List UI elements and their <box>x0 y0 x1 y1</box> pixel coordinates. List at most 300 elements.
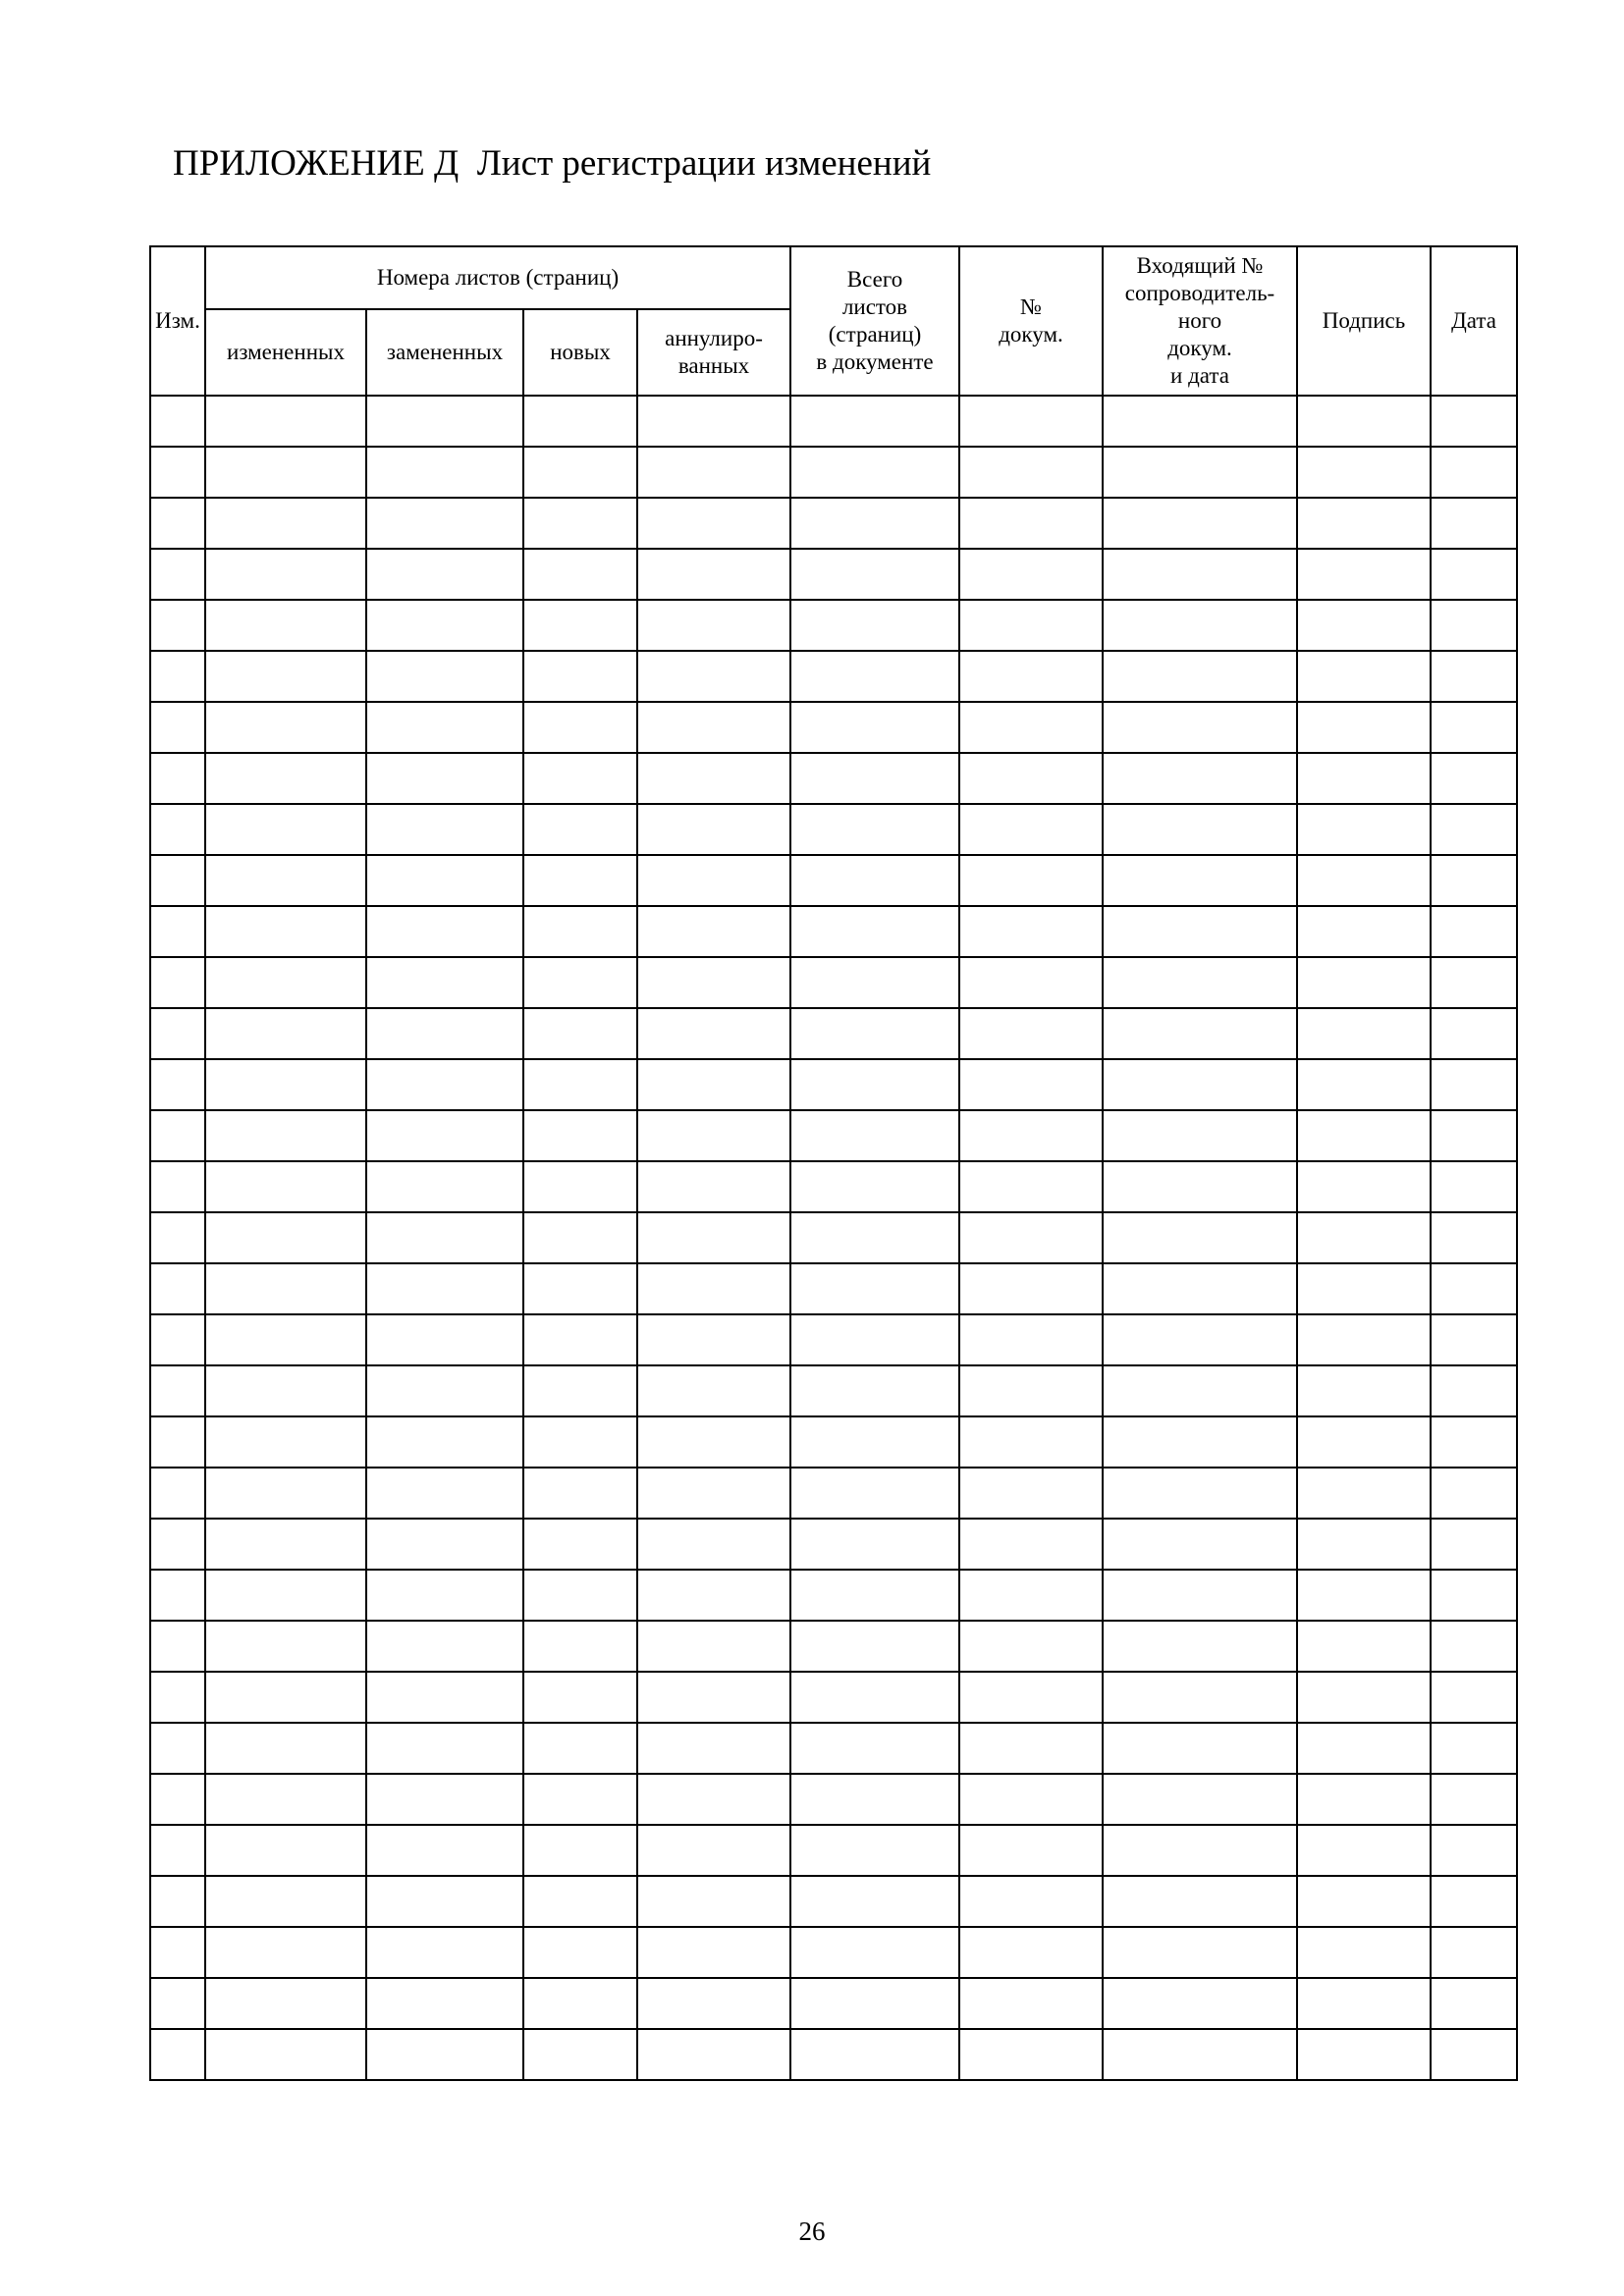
table-cell[interactable] <box>959 1008 1103 1059</box>
table-cell[interactable] <box>366 1008 523 1059</box>
table-cell[interactable] <box>366 1110 523 1161</box>
table-cell[interactable] <box>1103 1110 1297 1161</box>
table-cell[interactable] <box>1431 600 1517 651</box>
table-cell[interactable] <box>1297 957 1431 1008</box>
table-cell[interactable] <box>637 753 790 804</box>
table-cell[interactable] <box>1103 804 1297 855</box>
table-cell[interactable] <box>205 906 366 957</box>
table-cell[interactable] <box>205 1978 366 2029</box>
table-cell[interactable] <box>366 396 523 447</box>
table-cell[interactable] <box>637 1519 790 1570</box>
table-cell[interactable] <box>523 498 637 549</box>
table-cell[interactable] <box>637 1314 790 1365</box>
table-cell[interactable] <box>366 1365 523 1416</box>
table-cell[interactable] <box>1431 1519 1517 1570</box>
table-cell[interactable] <box>637 1059 790 1110</box>
table-cell[interactable] <box>959 651 1103 702</box>
table-cell[interactable] <box>1297 1978 1431 2029</box>
table-cell[interactable] <box>1103 1519 1297 1570</box>
table-cell[interactable] <box>205 1263 366 1314</box>
table-cell[interactable] <box>1431 855 1517 906</box>
table-cell[interactable] <box>1431 1314 1517 1365</box>
table-cell[interactable] <box>366 702 523 753</box>
table-cell[interactable] <box>637 1723 790 1774</box>
table-cell[interactable] <box>523 957 637 1008</box>
table-cell[interactable] <box>637 651 790 702</box>
table-cell[interactable] <box>959 1416 1103 1468</box>
table-cell[interactable] <box>523 1314 637 1365</box>
table-cell[interactable] <box>1431 1825 1517 1876</box>
table-cell[interactable] <box>959 1672 1103 1723</box>
table-cell[interactable] <box>150 1110 205 1161</box>
table-cell[interactable] <box>523 906 637 957</box>
table-cell[interactable] <box>959 702 1103 753</box>
table-cell[interactable] <box>637 855 790 906</box>
table-cell[interactable] <box>205 804 366 855</box>
table-cell[interactable] <box>790 651 959 702</box>
table-cell[interactable] <box>1297 549 1431 600</box>
table-cell[interactable] <box>366 1774 523 1825</box>
table-cell[interactable] <box>637 702 790 753</box>
table-cell[interactable] <box>366 1519 523 1570</box>
table-cell[interactable] <box>959 600 1103 651</box>
table-cell[interactable] <box>790 1621 959 1672</box>
table-cell[interactable] <box>1431 498 1517 549</box>
table-cell[interactable] <box>959 1570 1103 1621</box>
table-cell[interactable] <box>1431 1110 1517 1161</box>
table-cell[interactable] <box>523 753 637 804</box>
table-cell[interactable] <box>1297 1468 1431 1519</box>
table-cell[interactable] <box>523 855 637 906</box>
table-cell[interactable] <box>205 549 366 600</box>
table-cell[interactable] <box>1431 396 1517 447</box>
table-cell[interactable] <box>1431 702 1517 753</box>
table-cell[interactable] <box>1103 1927 1297 1978</box>
table-cell[interactable] <box>637 1672 790 1723</box>
table-cell[interactable] <box>959 753 1103 804</box>
table-cell[interactable] <box>1297 1723 1431 1774</box>
table-cell[interactable] <box>959 1314 1103 1365</box>
table-cell[interactable] <box>150 1161 205 1212</box>
table-cell[interactable] <box>366 753 523 804</box>
table-cell[interactable] <box>637 1008 790 1059</box>
table-cell[interactable] <box>150 2029 205 2080</box>
table-cell[interactable] <box>1297 498 1431 549</box>
table-cell[interactable] <box>790 1876 959 1927</box>
table-cell[interactable] <box>205 1825 366 1876</box>
table-cell[interactable] <box>1297 1519 1431 1570</box>
table-cell[interactable] <box>1297 1672 1431 1723</box>
table-cell[interactable] <box>523 1468 637 1519</box>
table-cell[interactable] <box>1431 1263 1517 1314</box>
table-cell[interactable] <box>205 2029 366 2080</box>
table-cell[interactable] <box>205 396 366 447</box>
table-cell[interactable] <box>523 1161 637 1212</box>
table-cell[interactable] <box>637 549 790 600</box>
table-cell[interactable] <box>1431 1212 1517 1263</box>
table-cell[interactable] <box>790 1723 959 1774</box>
table-cell[interactable] <box>150 1059 205 1110</box>
table-cell[interactable] <box>150 1774 205 1825</box>
table-cell[interactable] <box>205 1927 366 1978</box>
table-cell[interactable] <box>1103 1314 1297 1365</box>
table-cell[interactable] <box>150 396 205 447</box>
table-cell[interactable] <box>637 1825 790 1876</box>
table-cell[interactable] <box>790 1416 959 1468</box>
table-cell[interactable] <box>959 1059 1103 1110</box>
table-cell[interactable] <box>1431 1672 1517 1723</box>
table-cell[interactable] <box>959 1825 1103 1876</box>
table-cell[interactable] <box>366 855 523 906</box>
table-cell[interactable] <box>205 1314 366 1365</box>
table-cell[interactable] <box>959 1263 1103 1314</box>
table-cell[interactable] <box>205 1876 366 1927</box>
table-cell[interactable] <box>959 2029 1103 2080</box>
table-cell[interactable] <box>366 1621 523 1672</box>
table-cell[interactable] <box>150 855 205 906</box>
table-cell[interactable] <box>637 1468 790 1519</box>
table-cell[interactable] <box>1297 1570 1431 1621</box>
table-cell[interactable] <box>637 447 790 498</box>
table-cell[interactable] <box>523 1927 637 1978</box>
table-cell[interactable] <box>637 1263 790 1314</box>
table-cell[interactable] <box>205 702 366 753</box>
table-cell[interactable] <box>1431 447 1517 498</box>
table-cell[interactable] <box>1297 396 1431 447</box>
table-cell[interactable] <box>150 804 205 855</box>
table-cell[interactable] <box>523 1110 637 1161</box>
table-cell[interactable] <box>205 1212 366 1263</box>
table-cell[interactable] <box>790 396 959 447</box>
table-cell[interactable] <box>790 1212 959 1263</box>
table-cell[interactable] <box>366 447 523 498</box>
table-cell[interactable] <box>1103 1570 1297 1621</box>
table-cell[interactable] <box>366 1212 523 1263</box>
table-cell[interactable] <box>790 498 959 549</box>
table-cell[interactable] <box>1431 906 1517 957</box>
table-cell[interactable] <box>366 1161 523 1212</box>
table-cell[interactable] <box>637 498 790 549</box>
table-cell[interactable] <box>1103 957 1297 1008</box>
table-cell[interactable] <box>523 1416 637 1468</box>
table-cell[interactable] <box>1431 1059 1517 1110</box>
table-cell[interactable] <box>205 1161 366 1212</box>
table-cell[interactable] <box>959 1978 1103 2029</box>
table-cell[interactable] <box>366 2029 523 2080</box>
table-cell[interactable] <box>1297 1825 1431 1876</box>
table-cell[interactable] <box>150 1672 205 1723</box>
table-cell[interactable] <box>150 702 205 753</box>
table-cell[interactable] <box>366 1263 523 1314</box>
table-cell[interactable] <box>205 498 366 549</box>
table-cell[interactable] <box>1431 1927 1517 1978</box>
table-cell[interactable] <box>790 1468 959 1519</box>
table-cell[interactable] <box>790 2029 959 2080</box>
table-cell[interactable] <box>1103 906 1297 957</box>
table-cell[interactable] <box>1103 1825 1297 1876</box>
table-cell[interactable] <box>1431 1416 1517 1468</box>
table-cell[interactable] <box>150 1825 205 1876</box>
table-cell[interactable] <box>959 1365 1103 1416</box>
table-cell[interactable] <box>523 2029 637 2080</box>
table-cell[interactable] <box>1297 1365 1431 1416</box>
table-cell[interactable] <box>637 1570 790 1621</box>
table-cell[interactable] <box>637 1110 790 1161</box>
table-cell[interactable] <box>637 1212 790 1263</box>
table-cell[interactable] <box>523 1672 637 1723</box>
table-cell[interactable] <box>637 600 790 651</box>
table-cell[interactable] <box>1103 1263 1297 1314</box>
table-cell[interactable] <box>1431 1876 1517 1927</box>
table-cell[interactable] <box>150 447 205 498</box>
table-cell[interactable] <box>637 957 790 1008</box>
table-cell[interactable] <box>959 1519 1103 1570</box>
table-cell[interactable] <box>790 1263 959 1314</box>
table-cell[interactable] <box>366 498 523 549</box>
table-cell[interactable] <box>1431 1008 1517 1059</box>
table-cell[interactable] <box>1297 702 1431 753</box>
table-cell[interactable] <box>790 1314 959 1365</box>
table-cell[interactable] <box>366 1672 523 1723</box>
table-cell[interactable] <box>790 1672 959 1723</box>
table-cell[interactable] <box>959 1110 1103 1161</box>
table-cell[interactable] <box>523 1570 637 1621</box>
table-cell[interactable] <box>523 1774 637 1825</box>
table-cell[interactable] <box>205 651 366 702</box>
table-cell[interactable] <box>523 1519 637 1570</box>
table-cell[interactable] <box>1431 1978 1517 2029</box>
table-cell[interactable] <box>1431 651 1517 702</box>
table-cell[interactable] <box>523 549 637 600</box>
table-cell[interactable] <box>150 1978 205 2029</box>
table-cell[interactable] <box>790 804 959 855</box>
table-cell[interactable] <box>366 600 523 651</box>
table-cell[interactable] <box>205 1416 366 1468</box>
table-cell[interactable] <box>523 600 637 651</box>
table-cell[interactable] <box>150 651 205 702</box>
table-cell[interactable] <box>959 1468 1103 1519</box>
table-cell[interactable] <box>1103 1621 1297 1672</box>
table-cell[interactable] <box>1103 447 1297 498</box>
table-cell[interactable] <box>366 957 523 1008</box>
table-cell[interactable] <box>523 1876 637 1927</box>
table-cell[interactable] <box>150 549 205 600</box>
table-cell[interactable] <box>1297 1110 1431 1161</box>
table-cell[interactable] <box>523 651 637 702</box>
table-cell[interactable] <box>1297 855 1431 906</box>
table-cell[interactable] <box>205 1570 366 1621</box>
table-cell[interactable] <box>1103 1468 1297 1519</box>
table-cell[interactable] <box>1431 2029 1517 2080</box>
table-cell[interactable] <box>150 957 205 1008</box>
table-cell[interactable] <box>1103 1723 1297 1774</box>
table-cell[interactable] <box>959 396 1103 447</box>
table-cell[interactable] <box>205 1672 366 1723</box>
table-cell[interactable] <box>637 1365 790 1416</box>
table-cell[interactable] <box>959 549 1103 600</box>
table-cell[interactable] <box>1103 600 1297 651</box>
table-cell[interactable] <box>205 1365 366 1416</box>
table-cell[interactable] <box>790 1774 959 1825</box>
table-cell[interactable] <box>959 1774 1103 1825</box>
table-cell[interactable] <box>790 906 959 957</box>
table-cell[interactable] <box>523 447 637 498</box>
table-cell[interactable] <box>366 906 523 957</box>
table-cell[interactable] <box>150 600 205 651</box>
table-cell[interactable] <box>959 1212 1103 1263</box>
table-cell[interactable] <box>1103 1008 1297 1059</box>
table-cell[interactable] <box>637 804 790 855</box>
table-cell[interactable] <box>366 1876 523 1927</box>
table-cell[interactable] <box>205 753 366 804</box>
table-cell[interactable] <box>637 396 790 447</box>
table-cell[interactable] <box>790 1519 959 1570</box>
table-cell[interactable] <box>150 1212 205 1263</box>
table-cell[interactable] <box>637 1161 790 1212</box>
table-cell[interactable] <box>790 447 959 498</box>
table-cell[interactable] <box>1431 549 1517 600</box>
table-cell[interactable] <box>150 1416 205 1468</box>
table-cell[interactable] <box>1103 1978 1297 2029</box>
table-cell[interactable] <box>1297 1774 1431 1825</box>
table-cell[interactable] <box>959 1927 1103 1978</box>
table-cell[interactable] <box>790 855 959 906</box>
table-cell[interactable] <box>637 1416 790 1468</box>
table-cell[interactable] <box>1297 1314 1431 1365</box>
table-cell[interactable] <box>790 1570 959 1621</box>
table-cell[interactable] <box>790 1110 959 1161</box>
table-cell[interactable] <box>523 804 637 855</box>
table-cell[interactable] <box>205 1723 366 1774</box>
table-cell[interactable] <box>150 1263 205 1314</box>
table-cell[interactable] <box>150 1519 205 1570</box>
table-cell[interactable] <box>637 1774 790 1825</box>
table-cell[interactable] <box>790 1978 959 2029</box>
table-cell[interactable] <box>366 1314 523 1365</box>
table-cell[interactable] <box>959 1876 1103 1927</box>
table-cell[interactable] <box>523 1008 637 1059</box>
table-cell[interactable] <box>1103 1365 1297 1416</box>
table-cell[interactable] <box>366 804 523 855</box>
table-cell[interactable] <box>523 1978 637 2029</box>
table-cell[interactable] <box>1297 1161 1431 1212</box>
table-cell[interactable] <box>959 447 1103 498</box>
table-cell[interactable] <box>1297 1212 1431 1263</box>
table-cell[interactable] <box>150 1314 205 1365</box>
table-cell[interactable] <box>1297 804 1431 855</box>
table-cell[interactable] <box>1431 957 1517 1008</box>
table-cell[interactable] <box>1431 1621 1517 1672</box>
table-cell[interactable] <box>1297 1263 1431 1314</box>
table-cell[interactable] <box>1103 396 1297 447</box>
table-cell[interactable] <box>1431 753 1517 804</box>
table-cell[interactable] <box>959 1723 1103 1774</box>
table-cell[interactable] <box>959 855 1103 906</box>
table-cell[interactable] <box>637 1876 790 1927</box>
table-cell[interactable] <box>366 1416 523 1468</box>
table-cell[interactable] <box>366 1723 523 1774</box>
table-cell[interactable] <box>523 1365 637 1416</box>
table-cell[interactable] <box>150 498 205 549</box>
table-cell[interactable] <box>1103 753 1297 804</box>
table-cell[interactable] <box>205 1110 366 1161</box>
table-cell[interactable] <box>637 1927 790 1978</box>
table-cell[interactable] <box>1297 447 1431 498</box>
table-cell[interactable] <box>366 1468 523 1519</box>
table-cell[interactable] <box>150 906 205 957</box>
table-cell[interactable] <box>1103 1416 1297 1468</box>
table-cell[interactable] <box>1297 2029 1431 2080</box>
table-cell[interactable] <box>523 1059 637 1110</box>
table-cell[interactable] <box>959 906 1103 957</box>
table-cell[interactable] <box>1431 1570 1517 1621</box>
table-cell[interactable] <box>523 1825 637 1876</box>
table-cell[interactable] <box>205 447 366 498</box>
table-cell[interactable] <box>790 1059 959 1110</box>
table-cell[interactable] <box>523 1621 637 1672</box>
table-cell[interactable] <box>1103 1774 1297 1825</box>
table-cell[interactable] <box>523 1212 637 1263</box>
table-cell[interactable] <box>959 498 1103 549</box>
table-cell[interactable] <box>959 1621 1103 1672</box>
table-cell[interactable] <box>1297 1416 1431 1468</box>
table-cell[interactable] <box>150 753 205 804</box>
table-cell[interactable] <box>790 1161 959 1212</box>
table-cell[interactable] <box>205 600 366 651</box>
table-cell[interactable] <box>790 702 959 753</box>
table-cell[interactable] <box>959 1161 1103 1212</box>
table-cell[interactable] <box>1103 1161 1297 1212</box>
table-cell[interactable] <box>1431 804 1517 855</box>
table-cell[interactable] <box>1431 1161 1517 1212</box>
table-cell[interactable] <box>205 1008 366 1059</box>
table-cell[interactable] <box>790 1008 959 1059</box>
table-cell[interactable] <box>205 1519 366 1570</box>
table-cell[interactable] <box>205 1059 366 1110</box>
table-cell[interactable] <box>1103 651 1297 702</box>
table-cell[interactable] <box>150 1365 205 1416</box>
table-cell[interactable] <box>1297 1927 1431 1978</box>
table-cell[interactable] <box>523 396 637 447</box>
table-cell[interactable] <box>205 957 366 1008</box>
table-cell[interactable] <box>1103 498 1297 549</box>
table-cell[interactable] <box>1431 1774 1517 1825</box>
table-cell[interactable] <box>1431 1723 1517 1774</box>
table-cell[interactable] <box>959 804 1103 855</box>
table-cell[interactable] <box>1297 1876 1431 1927</box>
table-cell[interactable] <box>790 753 959 804</box>
table-cell[interactable] <box>637 2029 790 2080</box>
table-cell[interactable] <box>637 906 790 957</box>
table-cell[interactable] <box>150 1570 205 1621</box>
table-cell[interactable] <box>1431 1468 1517 1519</box>
table-cell[interactable] <box>523 1263 637 1314</box>
table-cell[interactable] <box>205 1774 366 1825</box>
table-cell[interactable] <box>150 1008 205 1059</box>
table-cell[interactable] <box>150 1468 205 1519</box>
table-cell[interactable] <box>1297 1621 1431 1672</box>
table-cell[interactable] <box>1103 2029 1297 2080</box>
table-cell[interactable] <box>523 702 637 753</box>
table-cell[interactable] <box>150 1723 205 1774</box>
table-cell[interactable] <box>1103 1059 1297 1110</box>
table-cell[interactable] <box>637 1621 790 1672</box>
table-cell[interactable] <box>790 957 959 1008</box>
table-cell[interactable] <box>205 1621 366 1672</box>
table-cell[interactable] <box>959 957 1103 1008</box>
table-cell[interactable] <box>790 549 959 600</box>
table-cell[interactable] <box>1103 702 1297 753</box>
